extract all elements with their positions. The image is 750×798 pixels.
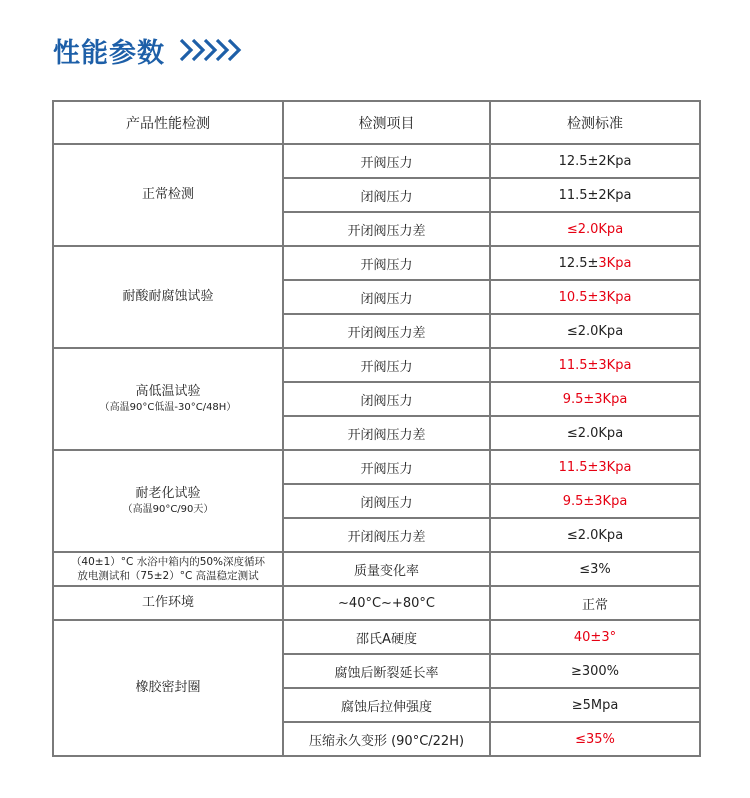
test-item: 开阀压力 xyxy=(283,246,490,280)
column-header: 检测项目 xyxy=(283,101,490,144)
test-standard: ≤2.0Kpa xyxy=(490,416,700,450)
test-standard: 9.5±3Kpa xyxy=(490,484,700,518)
section-header xyxy=(53,30,247,70)
test-standard: ≥5Mpa xyxy=(490,688,700,722)
category-cell xyxy=(53,450,283,552)
test-item: 压缩永久变形 (90°C/22H) xyxy=(283,722,490,756)
test-standard: ≤2.0Kpa xyxy=(490,314,700,348)
category-cell xyxy=(53,552,283,586)
test-item: 闭阀压力 xyxy=(283,178,490,212)
category-line: 放电测试和（75±2）°C 高温稳定测试 xyxy=(77,570,259,582)
test-item: 开闭阀压力差 xyxy=(283,212,490,246)
test-standard: ≤35% xyxy=(490,722,700,756)
table-header-row xyxy=(53,101,700,144)
chevron-right-icon xyxy=(177,37,247,63)
category-cell: 耐酸耐腐蚀试验 xyxy=(53,246,283,348)
test-item: 闭阀压力 xyxy=(283,382,490,416)
standard-part-highlight: 3Kpa xyxy=(598,255,632,271)
test-standard xyxy=(490,246,700,280)
column-header: 检测标准 xyxy=(490,101,700,144)
test-item: 闭阀压力 xyxy=(283,280,490,314)
test-item: 开闭阀压力差 xyxy=(283,518,490,552)
test-item: 质量变化率 xyxy=(283,552,490,586)
test-item: 开阀压力 xyxy=(283,450,490,484)
test-standard: 40±3° xyxy=(490,620,700,654)
test-standard: 10.5±3Kpa xyxy=(490,280,700,314)
category-name: 耐老化试验 xyxy=(135,485,201,501)
table-row xyxy=(53,246,700,280)
test-standard: 11.5±2Kpa xyxy=(490,178,700,212)
standard-part: 12.5± xyxy=(558,255,599,271)
table-row xyxy=(53,552,700,586)
test-item: 腐蚀后拉伸强度 xyxy=(283,688,490,722)
test-standard: 正常 xyxy=(490,586,700,620)
test-standard: ≤3% xyxy=(490,552,700,586)
category-cell: 正常检测 xyxy=(53,144,283,246)
test-standard: 11.5±3Kpa xyxy=(490,348,700,382)
table-row xyxy=(53,586,700,620)
test-item: 开闭阀压力差 xyxy=(283,416,490,450)
category-name: 高低温试验 xyxy=(135,383,201,399)
table-row xyxy=(53,620,700,654)
category-cell: 工作环境 xyxy=(53,586,283,620)
test-standard: ≥300% xyxy=(490,654,700,688)
category-cell: 橡胶密封圈 xyxy=(53,620,283,756)
parameter-table xyxy=(52,100,701,757)
test-item: 腐蚀后断裂延长率 xyxy=(283,654,490,688)
test-standard: ≤2.0Kpa xyxy=(490,518,700,552)
category-line: （40±1）°C 水浴中箱内的50%深度循环 xyxy=(70,555,266,568)
test-item: 开阀压力 xyxy=(283,348,490,382)
test-item: 开闭阀压力差 xyxy=(283,314,490,348)
column-header: 产品性能检测 xyxy=(53,101,283,144)
test-standard: 11.5±3Kpa xyxy=(490,450,700,484)
page-title: 性能参数 xyxy=(53,37,165,69)
test-item: 邵氏A硬度 xyxy=(283,620,490,654)
test-standard: ≤2.0Kpa xyxy=(490,212,700,246)
test-standard: 12.5±2Kpa xyxy=(490,144,700,178)
table-row xyxy=(53,348,700,382)
test-item: 闭阀压力 xyxy=(283,484,490,518)
test-item: ~40°C~+80°C xyxy=(283,586,490,620)
category-note: （高温90°C低温-30°C/48H） xyxy=(99,402,237,414)
test-standard: 9.5±3Kpa xyxy=(490,382,700,416)
table-row xyxy=(53,144,700,178)
test-item: 开阀压力 xyxy=(283,144,490,178)
table-row xyxy=(53,450,700,484)
category-cell xyxy=(53,348,283,450)
category-note: （高温90°C/90天） xyxy=(122,504,214,516)
